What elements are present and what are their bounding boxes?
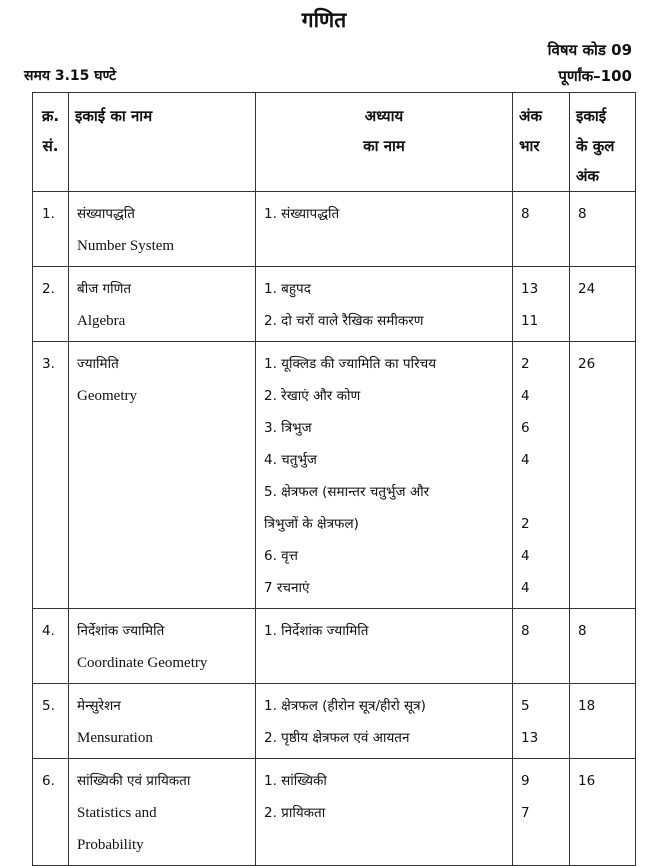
chapter-marks: 9 [521, 773, 530, 789]
header-chapter [256, 93, 513, 192]
chapter-marks: 4 [521, 388, 530, 404]
unit-name-hindi: बीज गणित [77, 281, 132, 297]
header-weight-line: अंक [519, 107, 542, 125]
chapter-marks: 2 [521, 516, 530, 532]
header-chapter-line: अध्याय [364, 107, 404, 125]
table-row [33, 342, 636, 609]
syllabus-table [32, 92, 636, 866]
unit-total-marks: 8 [578, 206, 587, 222]
serial-number-cell [33, 267, 69, 342]
page-title: गणित [301, 8, 347, 32]
unit-total-cell [570, 609, 636, 684]
chapter-marks: 7 [521, 805, 530, 821]
unit-name-english: Statistics and [77, 805, 157, 821]
chapter-marks [521, 476, 569, 508]
chapter-cell [256, 267, 513, 342]
chapter-name: 1. सांख्यिकी [264, 773, 327, 789]
serial-number: 5. [42, 698, 55, 714]
unit-name-hindi: ज्यामिति [77, 356, 119, 372]
chapter-name: 5. क्षेत्रफल (समान्तर चतुर्भुज और [264, 484, 430, 500]
unit-name-english: Mensuration [77, 730, 153, 746]
unit-total-marks: 16 [578, 773, 596, 789]
header-total-line: के कुल [576, 137, 615, 155]
chapter-cell [256, 759, 513, 866]
header-chapter-line: का नाम [363, 137, 405, 155]
chapter-cell [256, 684, 513, 759]
serial-number-cell [33, 759, 69, 866]
exam-duration: समय 3.15 घण्टे [24, 68, 117, 84]
chapter-marks-cell [513, 684, 570, 759]
chapter-cell [256, 609, 513, 684]
unit-name-hindi: सांख्यिकी एवं प्रायिकता [77, 773, 191, 789]
unit-name-hindi: संख्यापद्धति [77, 206, 135, 222]
unit-total-marks: 26 [578, 356, 596, 372]
table-row [33, 192, 636, 267]
chapter-marks: 6 [521, 420, 530, 436]
chapter-marks-cell [513, 342, 570, 609]
header-total-line: अंक [576, 167, 599, 185]
header-total-line: इकाई [576, 107, 607, 125]
unit-name-hindi: मेन्सुरेशन [77, 698, 121, 714]
chapter-marks-cell [513, 609, 570, 684]
header-unit-line: इकाई का नाम [75, 107, 153, 125]
chapter-marks: 8 [521, 206, 530, 222]
unit-total-cell [570, 192, 636, 267]
chapter-marks: 4 [521, 580, 530, 596]
table-row [33, 759, 636, 866]
chapter-name: 6. वृत्त [264, 548, 299, 564]
serial-number: 4. [42, 623, 55, 639]
serial-number-cell [33, 192, 69, 267]
chapter-marks-cell [513, 192, 570, 267]
unit-total-cell [570, 684, 636, 759]
unit-total-marks: 8 [578, 623, 587, 639]
table-body [33, 192, 636, 866]
chapter-marks: 2 [521, 356, 530, 372]
header-sn-line: सं. [42, 137, 59, 155]
unit-total-cell [570, 759, 636, 866]
chapter-name: 1. निर्देशांक ज्यामिति [264, 623, 369, 639]
unit-name-hindi: निर्देशांक ज्यामिति [77, 623, 165, 639]
unit-name-english: Coordinate Geometry [77, 655, 208, 671]
header-weight [513, 93, 570, 192]
header-sn [33, 93, 69, 192]
serial-number-cell [33, 609, 69, 684]
unit-name-cell [69, 342, 256, 609]
unit-total-marks: 24 [578, 281, 596, 297]
header-total [570, 93, 636, 192]
serial-number: 3. [42, 356, 55, 372]
unit-name-cell [69, 759, 256, 866]
table-row [33, 267, 636, 342]
chapter-name: 1. यूक्लिड की ज्यामिति का परिचय [264, 356, 437, 372]
chapter-name: 4. चतुर्भुज [264, 452, 317, 468]
unit-name-cell [69, 192, 256, 267]
chapter-name: 1. बहुपद [264, 281, 311, 297]
header-sn-line: क्र. [41, 107, 60, 125]
serial-number: 1. [42, 206, 55, 222]
chapter-marks: 13 [521, 281, 539, 297]
chapter-marks: 11 [521, 313, 539, 329]
chapter-marks: 8 [521, 623, 530, 639]
unit-name-cell [69, 267, 256, 342]
serial-number: 6. [42, 773, 55, 789]
chapter-name: 1. संख्यापद्धति [264, 206, 340, 222]
unit-total-cell [570, 342, 636, 609]
unit-name-english: Geometry [77, 388, 137, 404]
header-unit [69, 93, 256, 192]
unit-name-cell [69, 609, 256, 684]
subject-code: विषय कोड 09 [547, 41, 632, 59]
chapter-marks-cell [513, 759, 570, 866]
table-header-row [33, 93, 636, 192]
table-row [33, 684, 636, 759]
chapter-marks-cell [513, 267, 570, 342]
serial-number-cell [33, 342, 69, 609]
unit-name-english: Algebra [77, 313, 126, 329]
unit-name-english: Number System [77, 238, 175, 254]
chapter-name: 7 रचनाएं [264, 580, 310, 596]
unit-total-marks: 18 [578, 698, 596, 714]
chapter-marks: 4 [521, 452, 530, 468]
chapter-marks: 4 [521, 548, 530, 564]
chapter-name: 3. त्रिभुज [264, 420, 312, 436]
unit-name-english: Probability [77, 837, 144, 853]
chapter-cell [256, 192, 513, 267]
chapter-cell [256, 342, 513, 609]
full-marks: पूर्णांक–100 [558, 67, 632, 85]
chapter-name: त्रिभुजों के क्षेत्रफल) [264, 516, 359, 532]
chapter-name: 2. दो चरों वाले रैखिक समीकरण [264, 313, 424, 329]
chapter-marks: 13 [521, 730, 539, 746]
header-weight-line: भार [519, 137, 540, 155]
unit-total-cell [570, 267, 636, 342]
chapter-name: 2. रेखाएं और कोण [264, 388, 361, 404]
chapter-name: 2. पृष्ठीय क्षेत्रफल एवं आयतन [264, 730, 410, 746]
chapter-name: 2. प्रायिकता [264, 805, 326, 821]
table-row [33, 609, 636, 684]
chapter-name: 1. क्षेत्रफल (हीरोन सूत्र/हीरो सूत्र) [264, 698, 426, 714]
serial-number: 2. [42, 281, 55, 297]
unit-name-cell [69, 684, 256, 759]
serial-number-cell [33, 684, 69, 759]
chapter-marks: 5 [521, 698, 530, 714]
